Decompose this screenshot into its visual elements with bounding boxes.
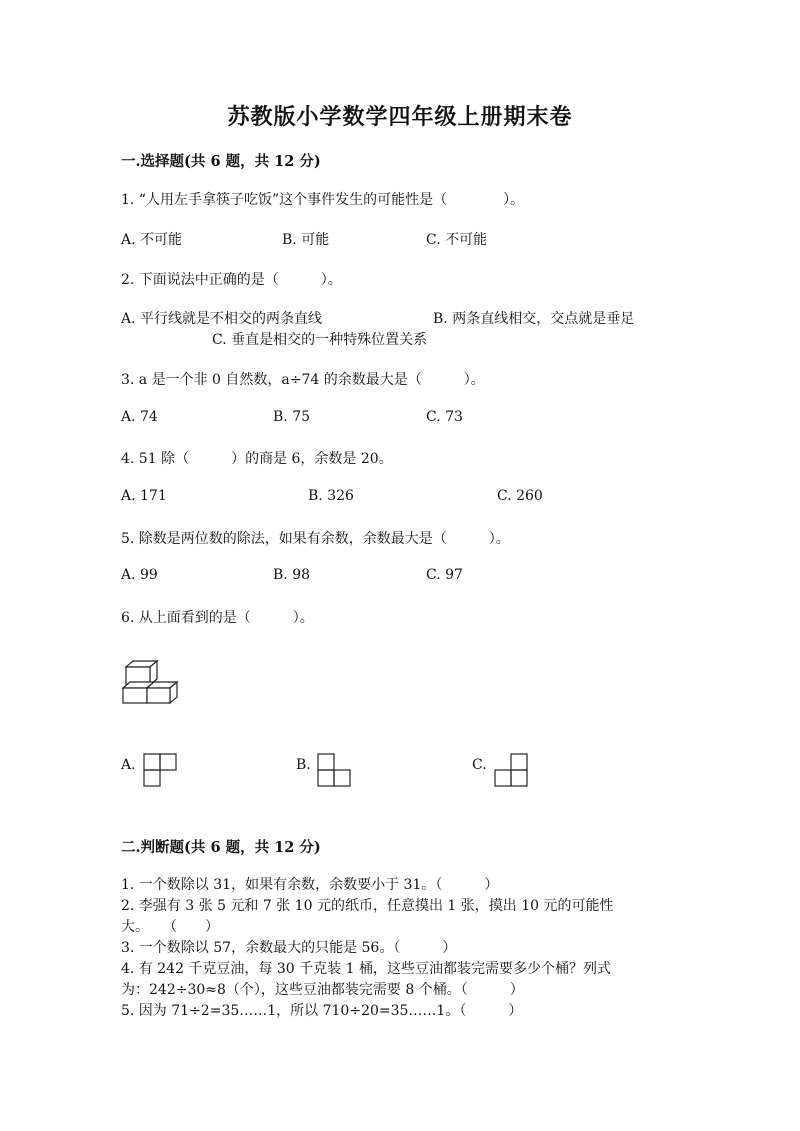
question-5: 5. 除数是两位数的除法，如果有余数，余数最大是（ ）。: [121, 531, 510, 547]
q5-option-c[interactable]: C. 97: [426, 567, 463, 583]
q1-option-a[interactable]: A. 不可能: [121, 232, 183, 248]
q6-option-b-figure: [317, 753, 351, 787]
q6-option-a-figure: [143, 753, 177, 787]
q1-option-b[interactable]: B. 可能: [282, 232, 330, 248]
q5-option-a[interactable]: A. 99: [121, 567, 158, 583]
question-3: 3. a 是一个非 0 自然数，a÷74 的余数最大是（ ）。: [121, 372, 485, 388]
q6-option-a[interactable]: A.: [121, 757, 136, 773]
judgement-line-4-cont: 为：242÷30≈8（个），这些豆油都装完需要 8 个桶。（ ）: [121, 982, 524, 998]
page-title: 苏教版小学数学四年级上册期末卷: [227, 104, 573, 130]
question-4: 4. 51 除（ ）的商是 6，余数是 20。: [121, 451, 393, 467]
q2-option-c[interactable]: C. 垂直是相交的一种特殊位置关系: [212, 332, 428, 348]
judgement-line-2-cont: 大。 （ ）: [121, 919, 219, 935]
q3-option-c[interactable]: C. 73: [426, 409, 463, 425]
question-6: 6. 从上面看到的是（ ）。: [121, 610, 314, 626]
q3-option-b[interactable]: B. 75: [273, 409, 311, 425]
q2-option-b[interactable]: B. 两条直线相交，交点就是垂足: [433, 311, 635, 327]
q6-option-b[interactable]: B.: [296, 757, 311, 773]
section-heading-judgement: 二.判断题(共 6 题，共 12 分): [121, 839, 321, 856]
judgement-line-3: 3. 一个数除以 57，余数最大的只能是 56。（ ）: [121, 940, 457, 956]
question-1: 1. “人用左手拿筷子吃饭”这个事件发生的可能性是（ ）。: [121, 192, 525, 208]
q2-option-a[interactable]: A. 平行线就是不相交的两条直线: [121, 311, 323, 327]
question-2: 2. 下面说法中正确的是（ ）。: [121, 272, 342, 288]
judgement-line-2: 2. 李强有 3 张 5 元和 7 张 10 元的纸币，任意摸出 1 张，摸出 10 元的可能性: [121, 898, 614, 914]
q5-option-b[interactable]: B. 98: [273, 567, 311, 583]
q4-option-b[interactable]: B. 326: [308, 488, 354, 504]
q6-option-c-figure: [494, 753, 528, 787]
judgement-line-5: 5. 因为 71÷2=35……1，所以 710÷20=35……1。（ ）: [121, 1003, 523, 1019]
q6-option-c[interactable]: C.: [472, 757, 487, 773]
q1-option-c[interactable]: C. 不可能: [426, 232, 488, 248]
judgement-line-1: 1. 一个数除以 31，如果有余数，余数要小于 31。（ ）: [121, 877, 499, 893]
cube-arrangement-figure: [120, 660, 180, 705]
judgement-line-4: 4. 有 242 千克豆油，每 30 千克装 1 桶，这些豆油都装完需要多少个桶？列式: [121, 961, 611, 977]
q4-option-c[interactable]: C. 260: [497, 488, 543, 504]
q4-option-a[interactable]: A. 171: [121, 488, 167, 504]
section-heading-choice: 一.选择题(共 6 题，共 12 分): [121, 153, 321, 170]
q3-option-a[interactable]: A. 74: [121, 409, 158, 425]
